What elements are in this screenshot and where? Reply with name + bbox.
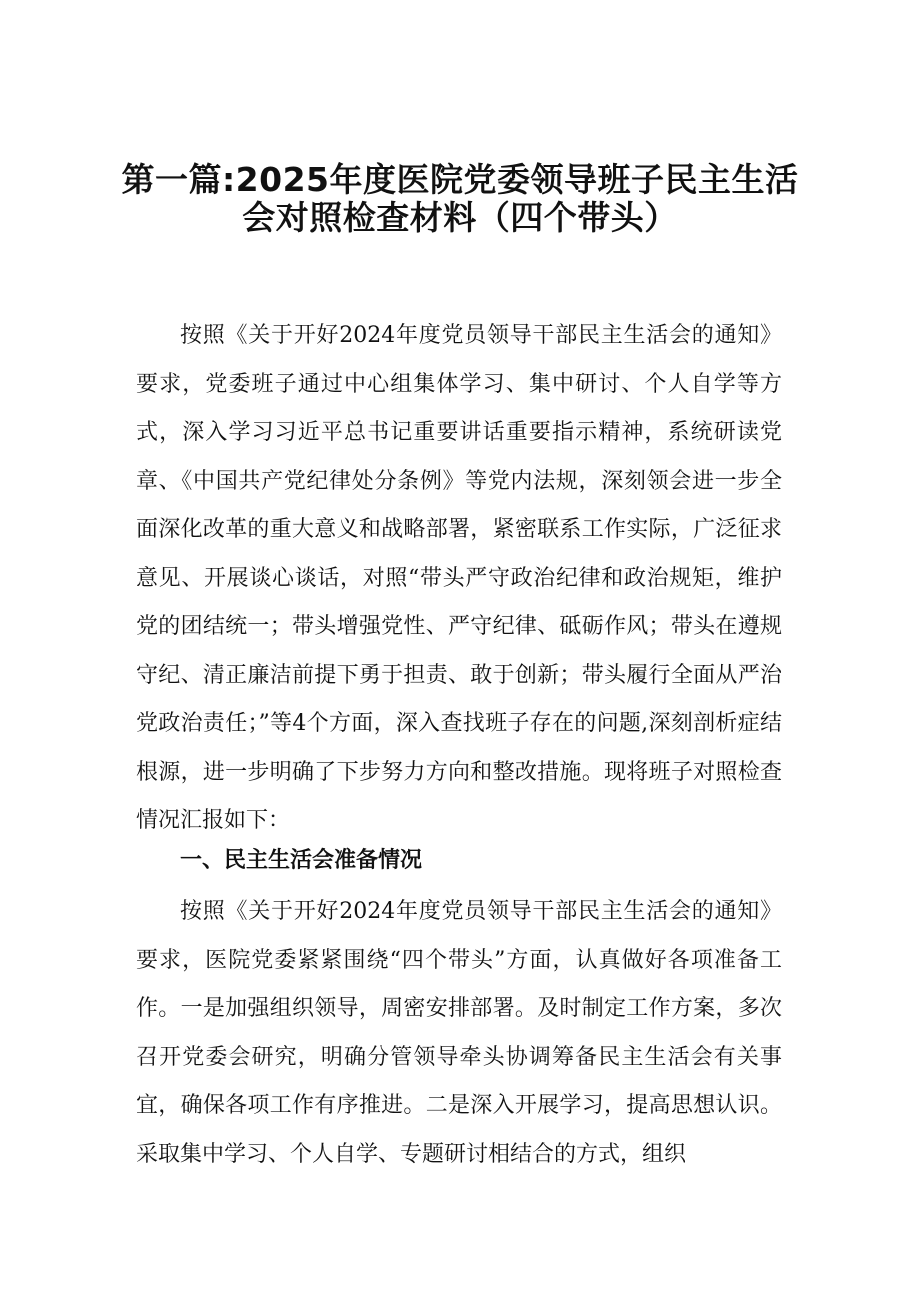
intro-paragraph: 按照《关于开好2024年度党员领导干部民主生活会的通知》要求，党委班子通过中心组集体学习、集中研讨、个人自学等方式，深入学习习近平总书记重要讲话重要指示精神，系统研读党章、《中国共产党纪律处分条例》等党内法规，深刻领会进一步全面深化改革的重大意义和战略部署，紧密联系工作实际，广泛征求意见、开展谈心谈话，对照“带头严守政治纪律和政治规矩，维护党的团结统一；带头增强党性、严守纪律、砥砺作风；带头在遵规守纪、清正廉洁前提下勇于担责、敢于创新；带头履行全面从严治党政治责任；”等4个方面，深入查找班子存在的问题,深刻剖析症结根源，进一步明确了下步努力方向和整改措施。现将班子对照检查情况汇报如下： xyxy=(136,323,782,833)
section-1-paragraph: 按照《关于开好2024年度党员领导干部民主生活会的通知》要求，医院党委紧紧围绕“四个带头”方面，认真做好各项准备工作。一是加强组织领导，周密安排部署。及时制定工作方案，多次召开党委会研究，明确分管领导牵头协调筹备民主生活会有关事宜，确保各项工作有序推进。二是深入开展学习，提高思想认识。采取集中学习、个人自学、专题研讨相结合的方式，组织 xyxy=(136,899,782,1167)
document-title-line-2: 会对照检查材料（四个带头） xyxy=(242,198,678,237)
section-heading-1: 一、民主生活会准备情况 xyxy=(180,848,423,873)
document-title-line-1: 第一篇:2025年度医院党委领导班子民主生活 xyxy=(121,160,799,199)
